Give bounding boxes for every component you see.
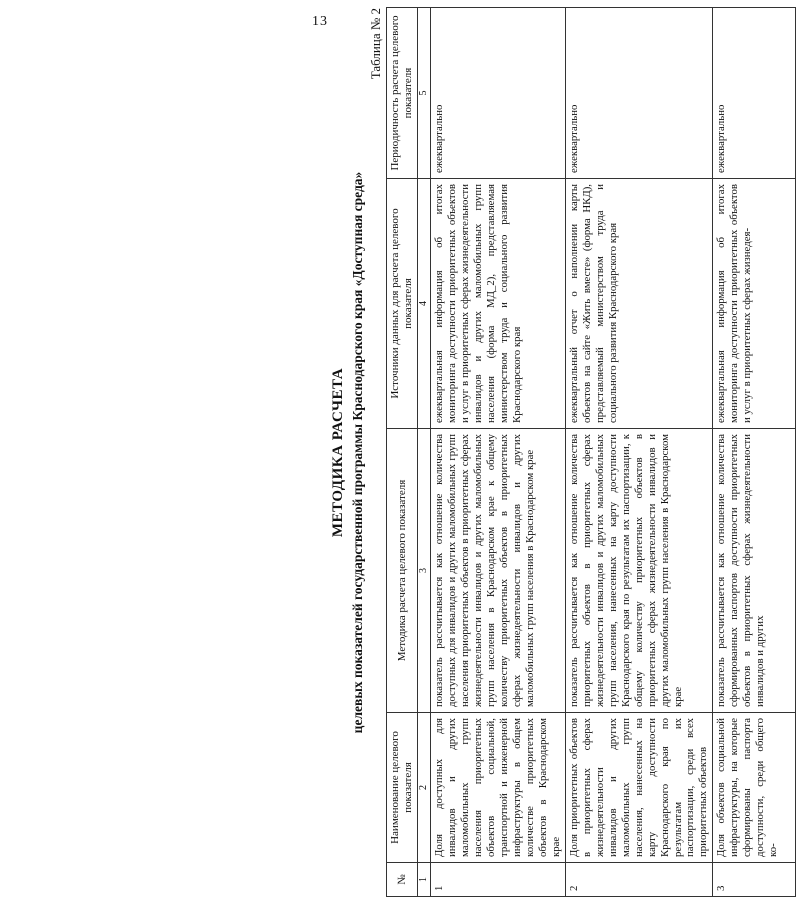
column-number: 3 — [418, 429, 431, 713]
periodicity: ежеквартально — [431, 8, 566, 179]
calculation-method: показатель рассчитывается как отношение количества приоритетных объектов в приоритетных сферах жизнедеятельности инвалидов и других маломобильных групп населения, нанесенных на карту доступности Краснодарского края по результатам их паспортизации, к общему количеству приоритетных объектов в приоритетных сферах жизнедеятельности инвалидов и других маломобильных групп населения в Краснодарском крае — [565, 429, 712, 713]
row-number: 2 — [565, 863, 712, 897]
column-number-row — [418, 8, 431, 897]
header-periodicity: Периодичность расчета целевого показателя — [387, 8, 418, 179]
row-number — [713, 863, 796, 897]
table-caption: Таблица № 2 — [368, 8, 383, 80]
calculation-method — [713, 429, 796, 713]
calculation-method-text: показатель рассчитывается как отношение количества сформированных паспортов доступности приоритетных объектов в приоритетных сферах жизнедеятельности инвалидов и других — [715, 434, 767, 707]
page-number: 13 — [312, 14, 328, 29]
column-number: 1 — [418, 863, 431, 897]
periodicity-text: ежеквартально — [715, 104, 728, 173]
header-number: № — [387, 863, 418, 897]
indicators-table — [386, 7, 796, 897]
header-method: Методика расчета целевого показателя — [387, 429, 418, 713]
document-title: МЕТОДИКА РАСЧЕТА — [330, 367, 346, 538]
column-number: 2 — [418, 713, 431, 863]
indicator-name-text: Доля объектов социальной инфраструктуры, на которые сформированы паспорта доступности, среди общего ко- — [715, 718, 780, 857]
table-row — [713, 8, 796, 897]
table-row — [565, 8, 712, 897]
data-source: ежеквартальная информация об итогах мониторинга доступности приоритетных объектов и услуг в приоритетных сферах жизнедеятельности инвалидов и других маломобильных групп населения (форма МД_2), представляемая министерством труда и социального развития Краснодарского края — [431, 179, 566, 429]
column-number: 5 — [418, 8, 431, 179]
indicator-name: Доля доступных для инвалидов и других маломобильных групп населения приоритетных объектов социальной, транспортной и инженерной инфраструктуры в общем количестве приоритетных объектов в Краснодарском крае — [431, 713, 566, 863]
calculation-method: показатель рассчитывается как отношение количества доступных для инвалидов и других маломобильных групп населения приоритетных объектов в приоритетных сферах жизнедеятельности инвалидов и других маломобильных групп населения в Краснодарском крае к общему количеству приоритетных объектов в приоритетных сферах жизнедеятельности инвалидов и других маломобильных групп населения в Краснодарском крае — [431, 429, 566, 713]
data-source-text: ежеквартальная информация об итогах мониторинга доступности приоритетных объектов и услуг в приоритетных сферах жизнедея- — [715, 184, 754, 423]
header-row — [387, 8, 418, 897]
row-number: 1 — [431, 863, 566, 897]
data-source: ежеквартальный отчет о наполнении карты объектов на сайте «Жить вместе» (форма НКД), представляемый министерством труда и социального развития Краснодарского края — [565, 179, 712, 429]
row-number-text: 3 — [715, 885, 728, 891]
table-row — [431, 8, 566, 897]
indicator-name: Доля приоритетных объектов в приоритетных сферах жизнедеятельности инвалидов и других маломобильных групп населения, нанесенных на карту доступности Краснодарского края по результатам их паспортизации, среди всех приоритетных объектов — [565, 713, 712, 863]
data-source — [713, 179, 796, 429]
indicator-name — [713, 713, 796, 863]
periodicity — [713, 8, 796, 179]
periodicity: ежеквартально — [565, 8, 712, 179]
header-indicator-name: Наименование целевого показателя — [387, 713, 418, 863]
column-number: 4 — [418, 179, 431, 429]
document-subtitle: целевых показателей государственной программы Краснодарского края «Доступная среда» — [350, 171, 365, 734]
header-data-sources: Источники данных для расчета целевого показателя — [387, 179, 418, 429]
